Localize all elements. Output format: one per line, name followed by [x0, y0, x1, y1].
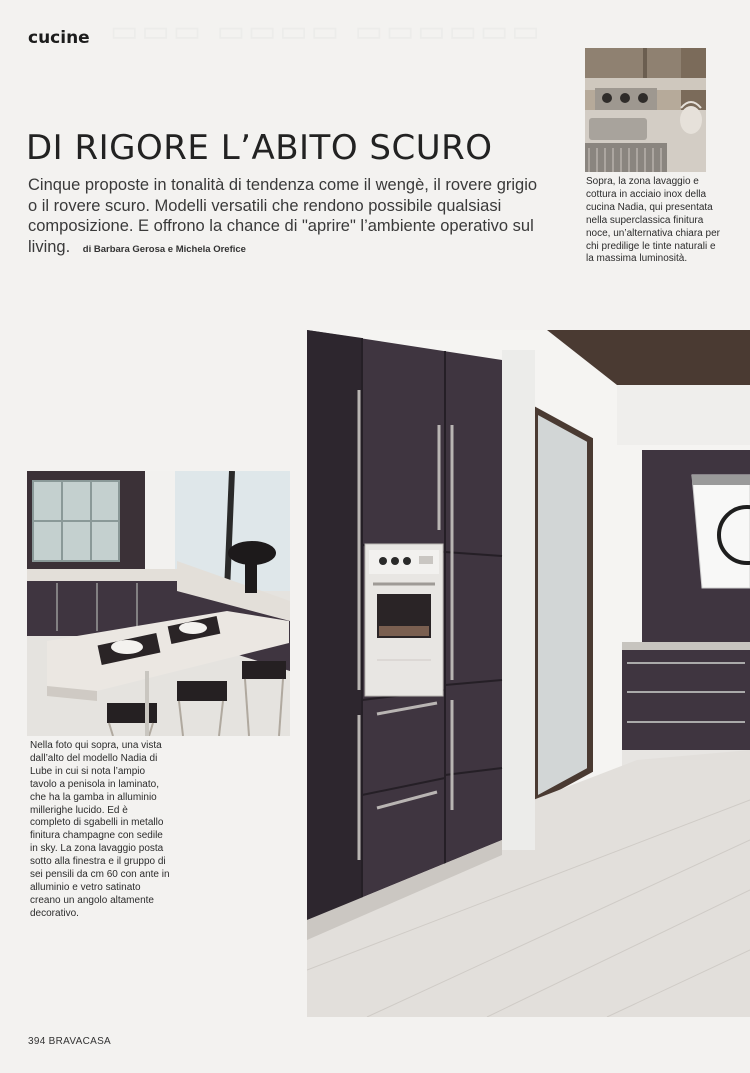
photo-kitchen-peninsula: [27, 471, 290, 736]
article-headline: DI RIGORE L’ABITO SCURO: [26, 128, 493, 168]
caption-left-photo: Nella foto qui sopra, una vista dall’alto del modello Nadia di Lube in cui si nota l’ampio tavolo a penisola in laminato, che ha la gamba in alluminio millerighe lucido. Ed è completo di sgabelli in metallo finitura champagne con sedile in sky. La zona lavaggio posta sotto alla finestra e il gruppo di sei pensili da cm 60 con ante in alluminio e vetro satinato creano un angolo altamente decorativo.: [30, 740, 170, 919]
standfirst-text: Cinque proposte in tonalità di tendenza come il wengè, il rovere grigio o il rovere scuro. Modelli versatili che rendono possibile qualsiasi composizione. E offrono la chance di "aprire" l’ambiente operativo sul living.: [28, 176, 538, 256]
page-folio: 394 BRAVACASA: [28, 1036, 112, 1047]
photo-dark-tall-cabinets: [307, 330, 750, 1017]
photo-steel-sink: [585, 48, 706, 172]
article-byline: di Barbara Gerosa e Michela Orefice: [82, 243, 246, 255]
article-standfirst: [28, 175, 538, 260]
bleed-through-text: ▭▭▭ ▭▭▭▭ ▭▭▭▭▭▭: [110, 14, 543, 49]
section-label: cucine: [28, 28, 90, 48]
caption-top-photo: Sopra, la zona lavaggio e cottura in acciaio inox della cucina Nadia, qui presentata nella superclassica finitura noce, un’alternativa chiara per chi predilige le tinte naturali e la massima luminosità.: [586, 176, 720, 265]
